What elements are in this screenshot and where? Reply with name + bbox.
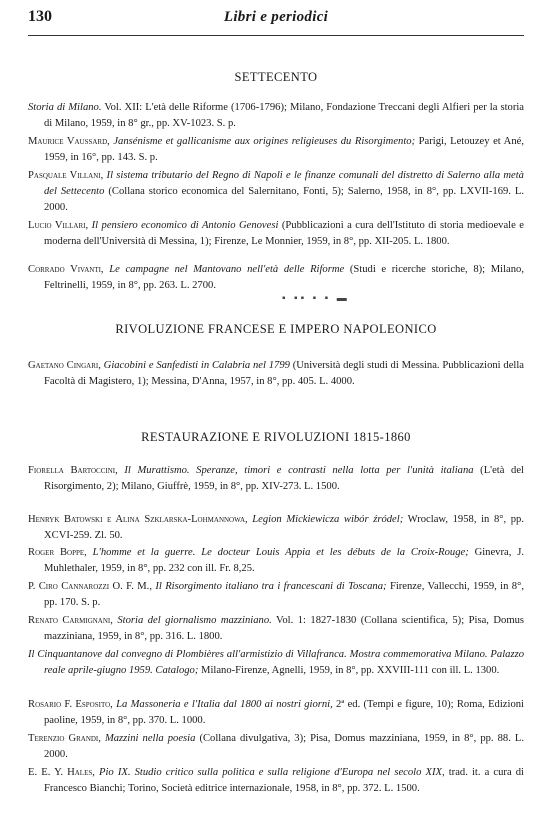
entry-details: Wroclaw, 1958, in 8°, pp. XCVI-259. Zl. 50.: [44, 514, 524, 541]
entry-title: Pio IX. Studio critico sulla politica e sulla religione d'Europa nel secolo XIX,: [94, 767, 445, 778]
bibliography-entry: [28, 765, 524, 797]
bibliography-entry: [28, 168, 524, 216]
entry-details: (L'età del Risorgimento, 2); Milano, Giuffrè, 1959, in 8°, pp. XIV-273. L. 1500.: [44, 465, 525, 492]
header-rule: [28, 35, 524, 36]
entry-author: E. E. Y. Hales,: [28, 767, 95, 778]
entry-title: Storia del giornalismo mazziniano.: [112, 615, 272, 626]
bibliography-entry: [28, 463, 524, 495]
entry-details: Vol. 1: 1827-1830 (Collana scientifica, 5); Pisa, Domus mazziniana, 1959, in 8°, pp. 316. L. 1800.: [44, 615, 525, 642]
bibliography-entry: [28, 358, 524, 390]
entry-details: (Pubblicazioni a cura dell'Istituto di storia medioevale e moderna dell'Università di Messina, 1); Firenze, Le Monnier, 1959, in 8°, pp. XII-205. L. 1800.: [44, 220, 524, 247]
entry-details: 2ª ed. (Tempi e figure, 10); Roma, Edizioni paoline, 1959, in 8°, pp. 370. L. 1000.: [44, 699, 524, 726]
entry-title: Il Murattismo. Speranze, timori e contrasti nella lotta per l'unità italiana: [117, 465, 474, 476]
bibliography-entry: [28, 731, 524, 763]
entry-title: La Massoneria e l'Italia dal 1800 ai nostri giorni,: [112, 699, 333, 710]
entry-details: Firenze, Vallecchi, 1959, in 8°, pp. 170. S. p.: [44, 581, 524, 608]
entry-title: L'homme et la guerre. Le docteur Louis Appia et les débuts de la Croix-Rouge;: [86, 547, 469, 558]
entry-author: Lucio Villari,: [28, 220, 89, 231]
entry-author: Pasquale Villani,: [28, 170, 104, 181]
entry-details: Vol. XII: L'età delle Riforme (1706-1796); Milano, Fondazione Treccani degli Alfieri per la storia di Milano, 1959, in 8° gr., pp. XV-1023. S. p.: [44, 102, 524, 129]
page-number: 130: [28, 8, 52, 25]
section-title: RESTAURAZIONE E RIVOLUZIONI 1815-1860: [141, 430, 411, 444]
entry-title: Jansénisme et gallicanisme aux origines religieuses du Risorgimento;: [109, 136, 416, 147]
entry-title: Il sistema tributario del Regno di Napoli e le finanze comunali del distretto di Salerno alla metà del Settecento: [44, 170, 524, 197]
section-divider-ornament: ▪ ▪▪ ▪ ▪ ▬: [282, 293, 350, 304]
entry-author: Rosario F. Esposito,: [28, 699, 113, 710]
entry-author: Terenzio Grandi,: [28, 733, 101, 744]
entry-title: Il pensiero economico di Antonio Genovesi: [88, 220, 279, 231]
bibliography-entry: [28, 100, 524, 132]
running-title: Libri e periodici: [223, 9, 329, 25]
bibliography-entry: [28, 647, 524, 679]
entry-details: Ginevra, J. Muhlethaler, 1959, in 8°, pp. 232 con ill. Fr. 8,25.: [44, 547, 524, 574]
bibliography-entry: [28, 545, 524, 577]
entry-author: P. Ciro Cannarozzi O. F. M.,: [28, 581, 152, 592]
bibliography-entry: [28, 512, 524, 544]
entry-author: Gaetano Cingari,: [28, 360, 101, 371]
bibliography-entry: [28, 262, 524, 294]
bibliography-entry: [28, 613, 524, 645]
entry-title: Legion Mickiewicza wibór źródel;: [247, 514, 404, 525]
section-title: SETTECENTO: [234, 70, 318, 84]
entry-author: Fiorella Bartoccini,: [28, 465, 118, 476]
bibliography-entry: [28, 218, 524, 250]
entry-details: (Studi e ricerche storiche, 8); Milano, Feltrinelli, 1959, in 8°, pp. 263. L. 2700.: [44, 264, 524, 291]
entry-author: Renato Carmignani,: [28, 615, 113, 626]
entry-title: Il Risorgimento italiano tra i francescani di Toscana;: [151, 581, 387, 592]
entry-title: Le campagne nel Mantovano nell'età delle Riforme: [103, 264, 345, 275]
entry-title: Mazzini nella poesia: [100, 733, 196, 744]
entry-author: Corrado Vivanti,: [28, 264, 104, 275]
entry-title: Il Cinquantanove dal convegno di Plombières all'armistizio di Villafranca. Mostra commemorativa Milano. Palazzo reale aprile-giugno 1959. Catalogo;: [28, 649, 524, 676]
entry-author: Roger Boppe,: [28, 547, 87, 558]
entry-details: (Collana storico economica del Salernitano, Fonti, 5); Salerno, 1958, in 8°, pp. LXVII-169. L. 2000.: [44, 186, 524, 213]
bibliography-entry: [28, 579, 524, 611]
entry-details: Milano-Firenze, Agnelli, 1959, in 8°, pp. XXVIII-111 con ill. L. 1300.: [198, 665, 500, 676]
entry-details: (Collana divulgativa, 3); Pisa, Domus mazziniana, 1959, in 8°, pp. 88. L. 2000.: [44, 733, 524, 760]
entry-title: Storia di Milano.: [28, 102, 102, 113]
bibliography-entry: [28, 697, 524, 729]
entry-details: Parigi, Letouzey et Ané, 1959, in 16°, pp. 143. S. p.: [44, 136, 524, 163]
entry-author: Henryk Batowski e Alina Szklarska-Lohmannowa,: [28, 514, 248, 525]
entry-details: trad. it. a cura di Francesco Bianchi; Torino, Società editrice internazionale, 1958, in 8°, pp. 372. L. 1500.: [44, 767, 524, 794]
section-title: RIVOLUZIONE FRANCESE E IMPERO NAPOLEONICO: [115, 322, 437, 336]
entry-details: (Università degli studi di Messina. Pubblicazioni della Facoltà di Magistero, 1); Messina, D'Anna, 1957, in 8°, pp. 405. L. 4000.: [44, 360, 524, 387]
running-header: [28, 8, 524, 32]
entry-author: Maurice Vaussard,: [28, 136, 110, 147]
entry-title: Giacobini e Sanfedisti in Calabria nel 1799: [100, 360, 290, 371]
bibliography-entry: [28, 134, 524, 166]
